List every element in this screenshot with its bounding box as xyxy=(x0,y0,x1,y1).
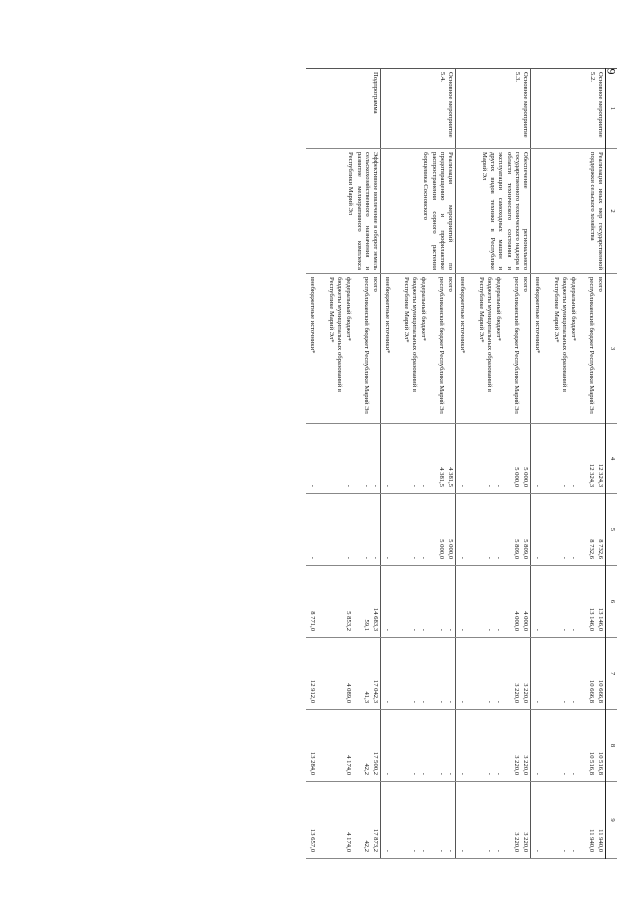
value-cell: - xyxy=(363,556,370,559)
value-cell: 42,2 xyxy=(363,763,370,775)
year-column-6 xyxy=(306,566,381,638)
value-cell: - xyxy=(420,556,427,559)
year-column-7 xyxy=(531,638,606,710)
year-column-4 xyxy=(306,424,381,494)
value-cell: - xyxy=(486,700,493,703)
funding-source-offbudget: внебюджетные источники* xyxy=(534,277,541,354)
value-cell: - xyxy=(561,484,568,487)
value-cell: - xyxy=(411,772,418,775)
value-cell: - xyxy=(438,849,445,852)
value-cell: - xyxy=(561,772,568,775)
value-cell: - xyxy=(495,700,502,703)
col-header-7: 7 xyxy=(606,638,618,710)
year-column-5 xyxy=(381,494,456,566)
value-cell xyxy=(316,785,343,852)
funding-source-total: всего xyxy=(447,277,454,292)
value-cell: - xyxy=(345,484,352,487)
value-cell: 5 000,0 xyxy=(513,467,520,487)
value-cell: 4 174,0 xyxy=(345,755,352,775)
funding-source-offbudget: внебюджетные источники* xyxy=(384,277,391,354)
year-column-5 xyxy=(306,494,381,566)
year-column-9 xyxy=(306,782,381,859)
value-cell: - xyxy=(495,628,502,631)
value-cell: 3 220,0 xyxy=(513,832,520,852)
row-code: Основное мероприятие 5.3. xyxy=(456,69,531,149)
value-cell: 8 732,6 xyxy=(597,539,604,559)
value-cell: 4 000,0 xyxy=(513,611,520,631)
col-header-5: 5 xyxy=(606,494,618,566)
table-row xyxy=(456,69,531,859)
value-cell: - xyxy=(570,556,577,559)
value-cell: - xyxy=(411,556,418,559)
year-column-4 xyxy=(456,424,531,494)
value-cell: - xyxy=(309,484,316,487)
value-cell: - xyxy=(534,628,541,631)
value-cell: - xyxy=(561,556,568,559)
value-cell: 59,1 xyxy=(363,619,370,631)
value-cell: - xyxy=(384,556,391,559)
value-cell: 5 809,0 xyxy=(522,539,529,559)
row-code: Основное мероприятие 5.2. xyxy=(531,69,606,149)
funding-sources xyxy=(456,274,531,424)
value-cell: - xyxy=(384,700,391,703)
value-cell: - xyxy=(570,700,577,703)
table-row xyxy=(306,69,381,859)
row-name: Эффективное вовлечение в оборот земель сельскохозяйственного назначения и развитие мелиоративного комплекса Республики Марий Эл xyxy=(306,149,381,274)
funding-source-municipal: бюджеты муниципальных образований в Республике Марий Эл* xyxy=(327,277,343,392)
page-number: 9 xyxy=(604,68,619,75)
value-cell: 17 042,3 xyxy=(372,679,379,703)
value-cell: 3 220,0 xyxy=(513,755,520,775)
value-cell: 8 732,6 xyxy=(588,539,595,559)
rotated-table-container xyxy=(115,68,617,858)
year-column-8 xyxy=(306,710,381,782)
funding-source-federal: федеральный бюджет* xyxy=(495,277,502,341)
value-cell: 10 666,8 xyxy=(588,679,595,703)
value-cell: - xyxy=(486,772,493,775)
value-cell: - xyxy=(384,484,391,487)
row-name: Реализация мероприятий по предотвращению и профилактике распространения сорного растения борщевика Сосновского xyxy=(381,149,456,274)
value-cell: - xyxy=(534,556,541,559)
year-column-6 xyxy=(531,566,606,638)
value-cell: - xyxy=(447,628,454,631)
col-header-8: 8 xyxy=(606,710,618,782)
value-cell: 10 516,8 xyxy=(597,751,604,775)
value-cell: - xyxy=(309,556,316,559)
value-cell: - xyxy=(459,700,466,703)
funding-source-municipal: бюджеты муниципальных образований в Республике Марий Эл* xyxy=(477,277,493,392)
value-cell: - xyxy=(447,700,454,703)
value-cell: - xyxy=(570,484,577,487)
value-cell: - xyxy=(534,772,541,775)
value-cell: - xyxy=(495,484,502,487)
funding-source-republic: республиканский бюджет Республики Марий Эл xyxy=(588,277,595,414)
value-cell: - xyxy=(486,484,493,487)
year-column-7 xyxy=(456,638,531,710)
value-cell: - xyxy=(495,849,502,852)
funding-source-total: всего xyxy=(372,277,379,292)
funding-source-federal: федеральный бюджет* xyxy=(420,277,427,341)
value-cell xyxy=(316,569,343,631)
value-cell: 41,3 xyxy=(363,691,370,703)
year-column-6 xyxy=(381,566,456,638)
value-cell: 5 000,0 xyxy=(447,539,454,559)
value-cell: - xyxy=(411,849,418,852)
value-cell: - xyxy=(459,484,466,487)
value-cell: 3 220,0 xyxy=(522,755,529,775)
value-cell: - xyxy=(459,628,466,631)
year-column-8 xyxy=(531,710,606,782)
value-cell: - xyxy=(486,849,493,852)
value-cell: - xyxy=(420,849,427,852)
value-cell: - xyxy=(570,628,577,631)
col-header-9: 9 xyxy=(606,782,618,859)
value-cell: 42,2 xyxy=(363,840,370,852)
value-cell: 4 381,5 xyxy=(438,467,445,487)
value-cell: - xyxy=(438,628,445,631)
value-cell: - xyxy=(372,556,379,559)
value-cell: - xyxy=(459,772,466,775)
funding-source-total: всего xyxy=(597,277,604,292)
value-cell: - xyxy=(438,700,445,703)
value-cell: 5 000,0 xyxy=(438,539,445,559)
year-column-5 xyxy=(531,494,606,566)
value-cell: - xyxy=(420,628,427,631)
funding-source-federal: федеральный бюджет* xyxy=(570,277,577,341)
value-cell: 8 771,0 xyxy=(309,611,316,631)
value-cell: 10 516,8 xyxy=(588,751,595,775)
table-row xyxy=(531,69,606,859)
value-cell: - xyxy=(459,556,466,559)
col-header-4: 4 xyxy=(606,424,618,494)
value-cell: - xyxy=(372,484,379,487)
value-cell xyxy=(316,641,343,703)
col-header-3: 3 xyxy=(606,274,618,424)
value-cell: - xyxy=(534,700,541,703)
value-cell: 13 146,0 xyxy=(588,607,595,631)
value-cell: - xyxy=(384,849,391,852)
year-column-9 xyxy=(456,782,531,859)
year-column-4 xyxy=(381,424,456,494)
value-cell: 3 220,0 xyxy=(513,683,520,703)
row-name: Обеспечение регионального государственного технического надзора в области технического состояния и эксплуатации самоходных машин и других видов техники в Республике Марий Эл xyxy=(456,149,531,274)
funding-source-municipal: бюджеты муниципальных образований в Республике Марий Эл* xyxy=(552,277,568,392)
value-cell: - xyxy=(420,700,427,703)
value-cell: 17 500,2 xyxy=(372,751,379,775)
value-cell: 11 940,0 xyxy=(588,829,595,852)
value-cell: 12 324,3 xyxy=(588,463,595,487)
value-cell: - xyxy=(495,556,502,559)
year-column-4 xyxy=(531,424,606,494)
year-column-6 xyxy=(456,566,531,638)
year-column-5 xyxy=(456,494,531,566)
value-cell: - xyxy=(495,772,502,775)
value-cell: 3 220,0 xyxy=(522,832,529,852)
value-cell: 5 000,0 xyxy=(522,467,529,487)
funding-sources xyxy=(381,274,456,424)
value-cell: - xyxy=(447,772,454,775)
value-cell xyxy=(316,427,343,487)
value-cell: 4 381,5 xyxy=(447,467,454,487)
value-cell: 13 657,0 xyxy=(309,828,316,852)
value-cell: - xyxy=(411,700,418,703)
row-code: Основное мероприятие 5.4. xyxy=(381,69,456,149)
value-cell: - xyxy=(384,772,391,775)
value-cell: - xyxy=(570,772,577,775)
value-cell: 4 000,0 xyxy=(522,611,529,631)
funding-source-republic: республиканский бюджет Республики Марий Эл xyxy=(363,277,370,414)
value-cell: - xyxy=(561,628,568,631)
year-column-9 xyxy=(381,782,456,859)
year-column-7 xyxy=(381,638,456,710)
funding-sources xyxy=(531,274,606,424)
funding-source-offbudget: внебюджетные источники* xyxy=(309,277,316,354)
value-cell: - xyxy=(561,849,568,852)
col-header-2: 2 xyxy=(606,149,618,274)
year-column-9 xyxy=(531,782,606,859)
value-cell: - xyxy=(345,556,352,559)
value-cell: - xyxy=(459,849,466,852)
funding-sources xyxy=(306,274,381,424)
value-cell: 14 683,3 xyxy=(372,607,379,631)
value-cell xyxy=(316,713,343,775)
col-header-1: 1 xyxy=(606,69,618,149)
value-cell: - xyxy=(411,628,418,631)
row-name: Реализация иных мер государственной поддержки сельского хозяйства xyxy=(531,149,606,274)
funding-source-municipal: бюджеты муниципальных образований в Республике Марий Эл* xyxy=(402,277,418,392)
value-cell: 10 666,8 xyxy=(597,679,604,703)
value-cell: - xyxy=(420,772,427,775)
value-cell: - xyxy=(570,849,577,852)
year-column-8 xyxy=(381,710,456,782)
row-code: Подпрограмма xyxy=(306,69,381,149)
value-cell: 13 146,0 xyxy=(597,607,604,631)
value-cell: - xyxy=(384,628,391,631)
budget-table xyxy=(306,68,617,859)
value-cell: 12 912,0 xyxy=(309,679,316,703)
value-cell: - xyxy=(486,556,493,559)
value-cell: - xyxy=(411,484,418,487)
value-cell: 4 089,0 xyxy=(345,683,352,703)
value-cell: 4 174,0 xyxy=(345,832,352,852)
value-cell: - xyxy=(438,772,445,775)
value-cell: - xyxy=(561,700,568,703)
funding-source-republic: республиканский бюджет Республики Марий Эл xyxy=(438,277,445,414)
table-row xyxy=(381,69,456,859)
value-cell: - xyxy=(363,484,370,487)
col-header-6: 6 xyxy=(606,566,618,638)
value-cell: 11 940,0 xyxy=(597,829,604,852)
value-cell: - xyxy=(534,484,541,487)
funding-source-republic: республиканский бюджет Республики Марий Эл xyxy=(513,277,520,414)
funding-source-offbudget: внебюджетные источники* xyxy=(459,277,466,354)
value-cell: 17 873,2 xyxy=(372,828,379,852)
value-cell: 3 220,0 xyxy=(522,683,529,703)
value-cell: 5 853,2 xyxy=(345,611,352,631)
value-cell xyxy=(316,497,343,559)
value-cell: 5 809,0 xyxy=(513,539,520,559)
table-body xyxy=(306,69,606,859)
value-cell: - xyxy=(420,484,427,487)
value-cell: - xyxy=(534,849,541,852)
header-row xyxy=(606,69,618,859)
value-cell: 12 324,3 xyxy=(597,463,604,487)
value-cell: - xyxy=(486,628,493,631)
year-column-7 xyxy=(306,638,381,710)
year-column-8 xyxy=(456,710,531,782)
funding-source-total: всего xyxy=(522,277,529,292)
value-cell: 13 284,0 xyxy=(309,751,316,775)
funding-source-federal: федеральный бюджет* xyxy=(345,277,352,341)
value-cell: - xyxy=(447,849,454,852)
